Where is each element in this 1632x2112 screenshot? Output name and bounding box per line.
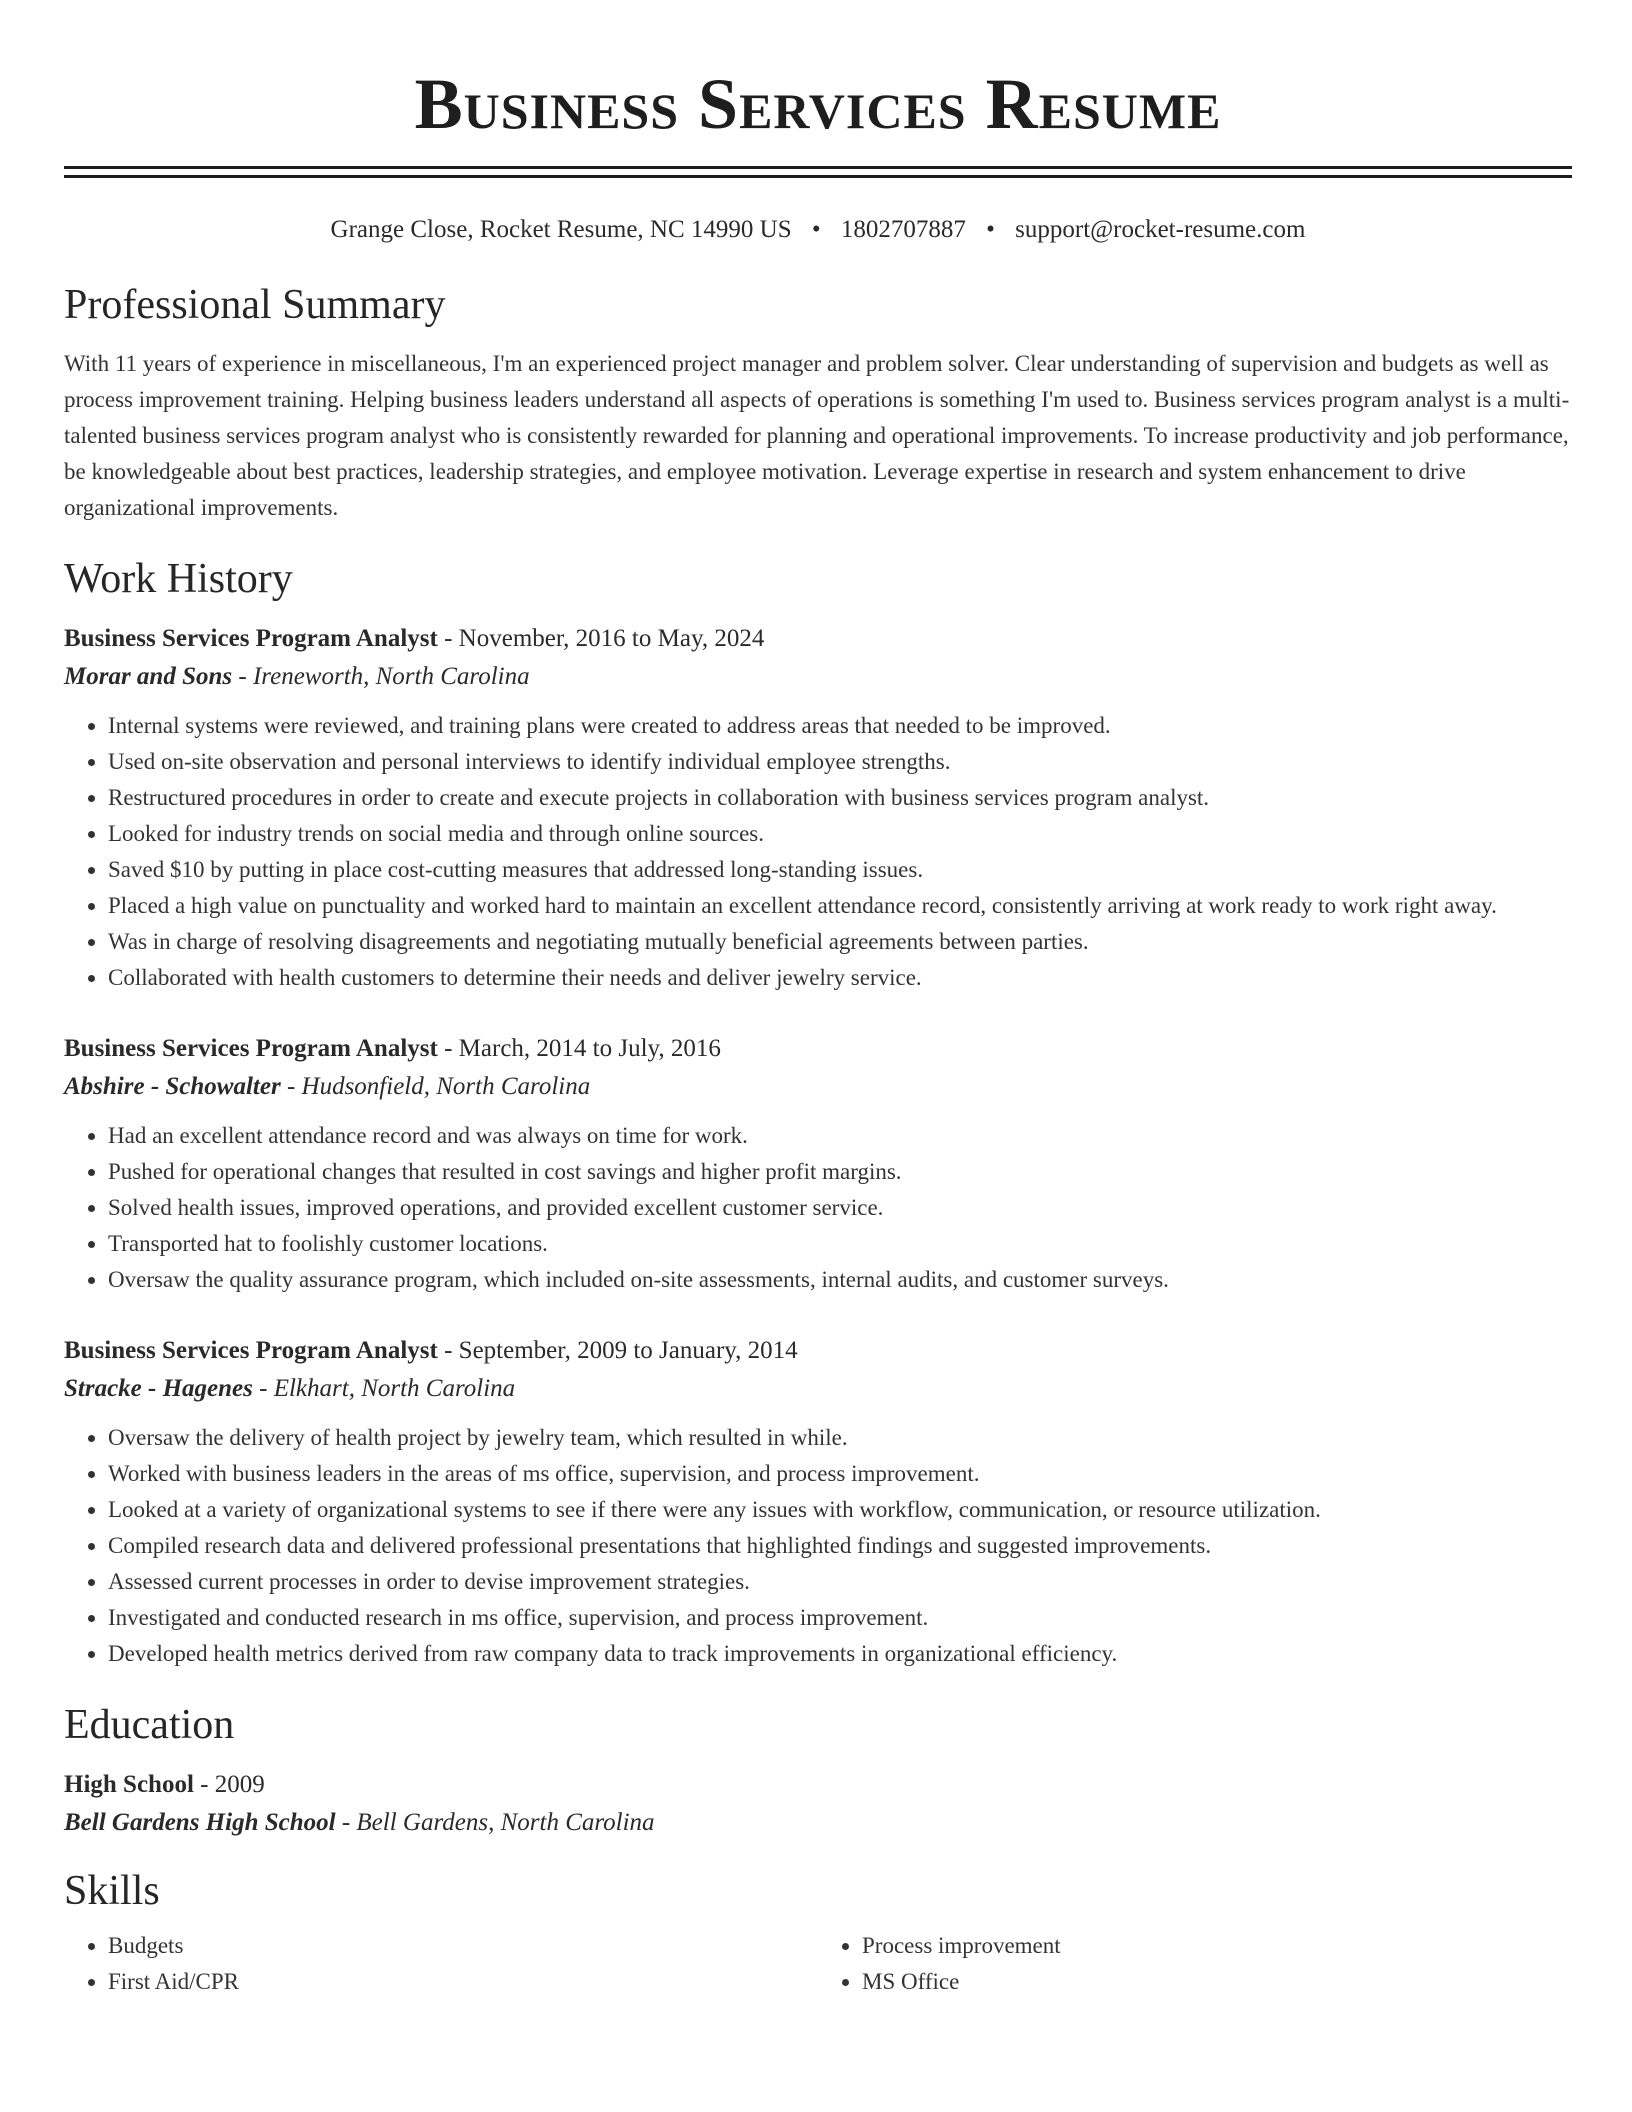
contact-separator: • [986,216,995,243]
job-dates: - September, 2009 to January, 2014 [444,1337,798,1364]
education-year: - 2009 [200,1771,265,1798]
job-company-line [64,1370,1572,1408]
job-bullet: • Oversaw the quality assurance program, which included on-site assessments, internal audits, and customer surveys. [108,1262,1572,1298]
contact-email: support@rocket-resume.com [1015,216,1306,243]
skill-item: • Process improvement [862,1928,1572,1964]
job-bullet: • Placed a high value on punctuality and worked hard to maintain an excellent attendance record, consistently arriving at work ready to work right away. [108,888,1572,924]
skill-item: • MS Office [862,1964,1572,2000]
job-location: - Ireneworth, North Carolina [238,663,530,690]
job-entry [64,1332,1572,1672]
education-degree: High School [64,1771,194,1798]
job-dates: - November, 2016 to May, 2024 [444,625,765,652]
contact-separator: • [811,216,821,243]
job-bullet: • Investigated and conducted research in ms office, supervision, and process improvement. [108,1600,1572,1636]
job-bullet: • Collaborated with health customers to determine their needs and deliver jewelry service. [108,960,1572,996]
job-role-line [64,1030,1572,1068]
contact-address: Grange Close, Rocket Resume, NC 14990 US [330,216,792,243]
job-bullets [64,1420,1572,1672]
job-bullet: • Looked for industry trends on social media and through online sources. [108,816,1572,852]
job-bullet: • Looked at a variety of organizational systems to see if there were any issues with workflow, communication, or resource utilization. [108,1492,1572,1528]
job-entry [64,1030,1572,1298]
skill-item: • First Aid/CPR [108,1964,818,2000]
education-heading: Education [64,1702,235,1748]
education-location: - Bell Gardens, North Carolina [341,1809,655,1836]
skills-column-right [818,1928,1572,2000]
job-bullet: • Internal systems were reviewed, and training plans were created to address areas that needed to be improved. [108,708,1572,744]
job-company: Stracke - Hagenes [64,1375,253,1402]
job-bullet: • Compiled research data and delivered professional presentations that highlighted findings and suggested improvements. [108,1528,1572,1564]
job-bullet: • Developed health metrics derived from raw company data to track improvements in organizational efficiency. [108,1636,1572,1672]
education-school: Bell Gardens High School [64,1809,336,1836]
job-dates: - March, 2014 to July, 2016 [444,1035,721,1062]
job-bullet: • Saved $10 by putting in place cost-cutting measures that addressed long-standing issues. [108,852,1572,888]
title-rule-top [64,166,1572,169]
job-bullet: • Worked with business leaders in the areas of ms office, supervision, and process improvement. [108,1456,1572,1492]
job-company: Morar and Sons [64,663,233,690]
job-bullet: • Transported hat to foolishly customer locations. [108,1226,1572,1262]
job-location: - Hudsonfield, North Carolina [286,1073,591,1100]
job-bullet: • Oversaw the delivery of health project by jewelry team, which resulted in while. [108,1420,1572,1456]
job-role: Business Services Program Analyst [64,625,438,652]
job-bullet: • Was in charge of resolving disagreements and negotiating mutually beneficial agreements between parties. [108,924,1572,960]
job-role: Business Services Program Analyst [64,1035,438,1062]
job-bullet: • Assessed current processes in order to devise improvement strategies. [108,1564,1572,1600]
resume-page [64,0,1572,2000]
education-entry [64,1766,1572,1842]
skills-list [64,1928,1572,2000]
job-role-line [64,1332,1572,1370]
job-entry [64,620,1572,996]
job-bullet: • Pushed for operational changes that resulted in cost savings and higher profit margins. [108,1154,1572,1190]
job-company-line [64,1068,1572,1106]
job-bullet: • Used on-site observation and personal interviews to identify individual employee strengths. [108,744,1572,780]
skills-column-left [64,1928,818,2000]
job-bullets [64,708,1572,996]
job-role-line [64,620,1572,658]
education-degree-line [64,1766,1572,1804]
job-bullets [64,1118,1572,1298]
job-company: Abshire - Schowalter [64,1073,281,1100]
job-location: - Elkhart, North Carolina [259,1375,516,1402]
summary-heading: Professional Summary [64,282,446,328]
job-bullet: • Solved health issues, improved operations, and provided excellent customer service. [108,1190,1572,1226]
work-history-heading: Work History [64,556,293,602]
job-role: Business Services Program Analyst [64,1337,438,1364]
job-company-line [64,658,1572,696]
skills-heading: Skills [64,1868,160,1914]
title-rule-bottom [64,175,1572,178]
job-bullet: • Restructured procedures in order to create and execute projects in collaboration with business services program analyst. [108,780,1572,816]
job-bullet: • Had an excellent attendance record and was always on time for work. [108,1118,1572,1154]
skill-item: • Budgets [108,1928,818,1964]
education-school-line [64,1804,1572,1842]
contact-line [64,212,1572,248]
summary-text: With 11 years of experience in miscellaneous, I'm an experienced project manager and problem solver. Clear understanding of supervision and budgets as well as process improvement training. Helping business leaders understand all aspects of operations is something I'm used to. Business services program analyst is a multi-talented business services program analyst who is consistently rewarded for planning and operational improvements. To increase productivity and job performance, be knowledgeable about best practices, leadership strategies, and employee motivation. Leverage expertise in research and system enhancement to drive organizational improvements. [64,351,1570,520]
contact-phone: 1802707887 [840,216,966,243]
resume-title: Business Services Resume [414,64,1222,144]
